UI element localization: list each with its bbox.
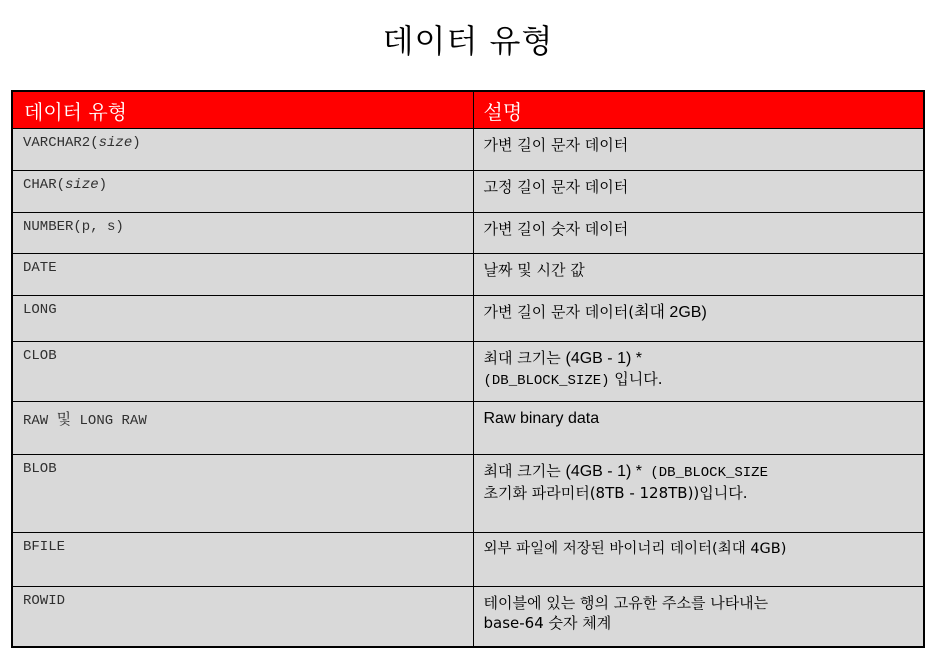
- table-row: [12, 587, 924, 647]
- type-cell: CLOB: [12, 342, 473, 402]
- table-row: [12, 402, 924, 455]
- desc-cell: [473, 296, 924, 342]
- desc-cell: 날짜 및 시간 값: [473, 254, 924, 296]
- desc-cell: [473, 587, 924, 647]
- desc-text: (4GB - 1) *: [565, 463, 642, 480]
- desc-text: base-64 숫자 체계: [483, 614, 612, 632]
- type-cell: ROWID: [12, 587, 473, 647]
- table-row: [12, 129, 924, 171]
- type-cell: BLOB: [12, 455, 473, 533]
- table-row: [12, 455, 924, 533]
- type-text: CHAR(: [23, 177, 66, 193]
- type-cell: NUMBER(p, s): [12, 213, 473, 254]
- desc-text: 테이블에 있는 행의 고유한 주소를 나타내는: [483, 594, 769, 612]
- table-row: [12, 342, 924, 402]
- desc-text: Raw binary data: [483, 410, 600, 427]
- type-text: RAW: [23, 413, 57, 429]
- desc-text: 최대 크기는: [483, 462, 566, 480]
- desc-cell: [473, 402, 924, 455]
- type-cell: DATE: [12, 254, 473, 296]
- desc-text: 초기화 파라미터(8TB - 128TB))입니다.: [483, 484, 748, 502]
- type-cell: [12, 171, 473, 213]
- type-cell: [12, 402, 473, 455]
- data-types-table: [11, 90, 925, 648]
- header-description: 설명: [473, 91, 924, 129]
- desc-text: (4GB - 1) *: [565, 350, 642, 367]
- header-data-type: 데이터 유형: [12, 91, 473, 129]
- desc-text: 입니다.: [609, 370, 663, 388]
- desc-text: 최대 2GB): [634, 304, 707, 321]
- table-row: [12, 296, 924, 342]
- table-row: [12, 533, 924, 587]
- desc-cell: 고정 길이 문자 데이터: [473, 171, 924, 213]
- type-text: ): [132, 135, 141, 151]
- desc-text: 가변 길이 문자 데이터(: [483, 303, 635, 321]
- table-row: [12, 213, 924, 254]
- desc-code: (DB_BLOCK_SIZE): [483, 373, 610, 389]
- desc-cell: 가변 길이 숫자 데이터: [473, 213, 924, 254]
- table-row: [12, 254, 924, 296]
- desc-cell: 외부 파일에 저장된 바이너리 데이터(최대 4GB): [473, 533, 924, 587]
- table-header-row: [12, 91, 924, 129]
- type-param: size: [65, 177, 99, 193]
- desc-cell: [473, 342, 924, 402]
- desc-code: (DB_BLOCK_SIZE: [641, 465, 768, 481]
- desc-cell: 가변 길이 문자 데이터: [473, 129, 924, 171]
- type-param: size: [98, 135, 133, 151]
- type-cell: BFILE: [12, 533, 473, 587]
- type-cell: LONG: [12, 296, 473, 342]
- page-title: 데이터 유형: [382, 22, 554, 60]
- type-text: 및: [56, 410, 72, 428]
- desc-cell: [473, 455, 924, 533]
- type-text: VARCHAR2(: [23, 135, 99, 151]
- type-text: ): [98, 177, 108, 193]
- type-cell: [12, 129, 473, 171]
- table-row: [12, 171, 924, 213]
- type-text: LONG RAW: [71, 413, 147, 429]
- desc-text: 최대 크기는: [483, 349, 566, 367]
